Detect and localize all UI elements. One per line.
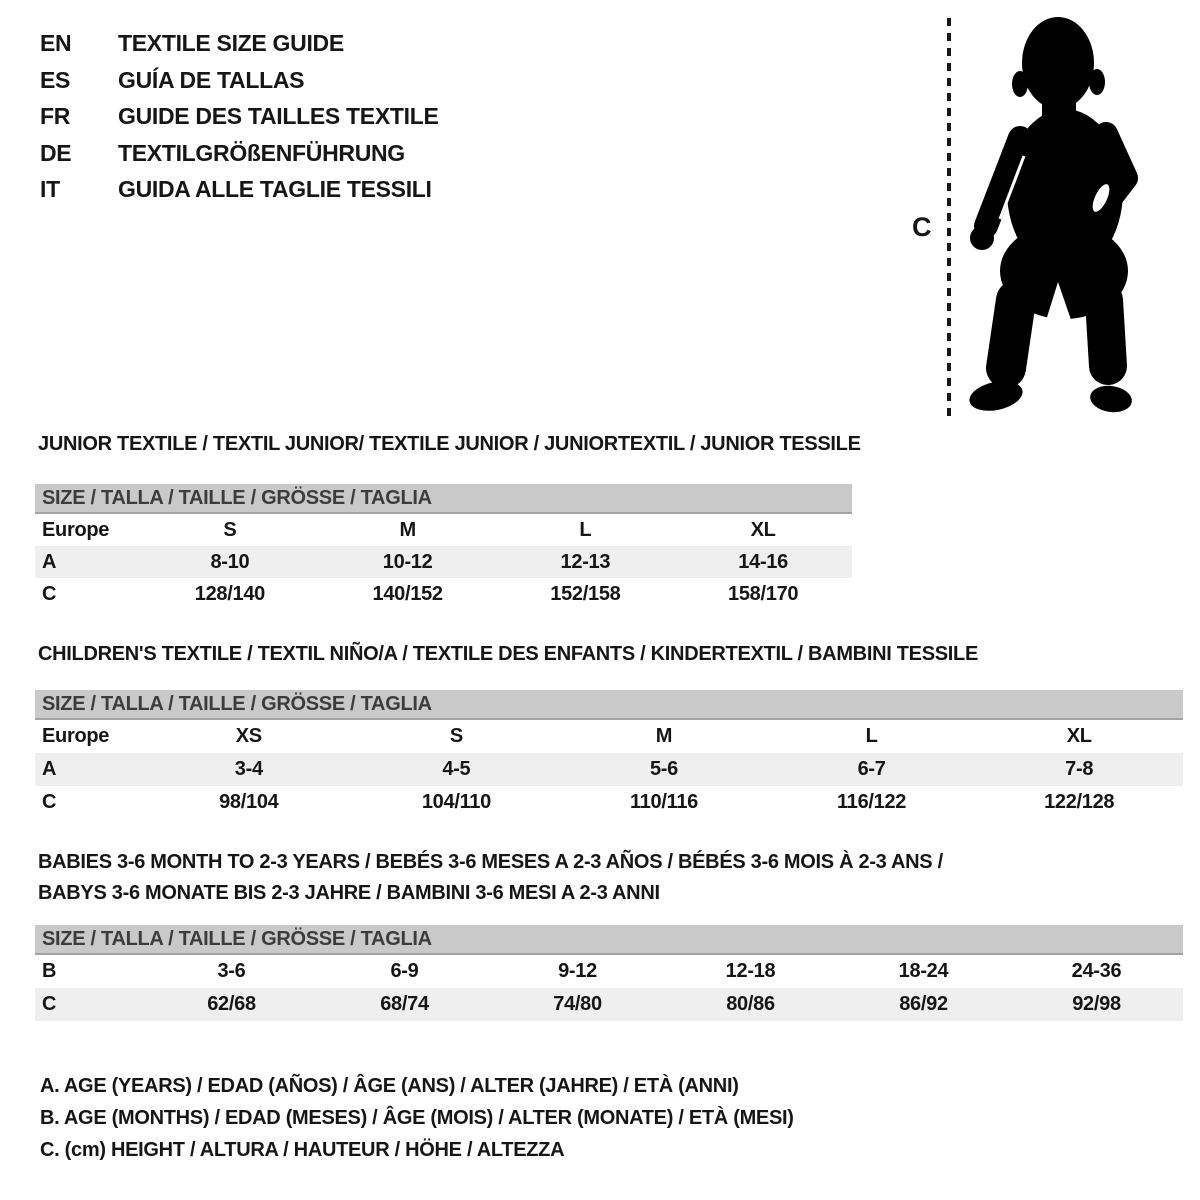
size-header-bar: SIZE / TALLA / TAILLE / GRÖSSE / TAGLIA bbox=[35, 925, 1183, 955]
toddler-silhouette-icon bbox=[958, 16, 1143, 420]
height-cell: 110/116 bbox=[629, 791, 698, 813]
language-row-fr bbox=[40, 98, 439, 135]
age-cell: 9-12 bbox=[558, 960, 597, 982]
age-cell: 12-18 bbox=[725, 960, 776, 982]
size-cell: L bbox=[865, 725, 878, 747]
table-row bbox=[35, 988, 1183, 1021]
height-measure-label: C bbox=[912, 212, 932, 242]
language-code: ES bbox=[40, 66, 71, 93]
size-cell: XL bbox=[750, 518, 776, 541]
height-cell: 122/128 bbox=[1044, 791, 1115, 813]
size-cell: XS bbox=[235, 725, 262, 747]
height-cell: 86/92 bbox=[899, 993, 948, 1015]
row-label: A bbox=[42, 758, 57, 780]
age-cell: 3-4 bbox=[234, 758, 263, 780]
section-title-babies-line2: BABYS 3-6 MONATE BIS 2-3 JAHRE / BAMBINI 3-6 MESI A 2-3 ANNI bbox=[38, 882, 660, 904]
age-cell: 12-13 bbox=[560, 550, 611, 573]
height-cell: 158/170 bbox=[728, 582, 799, 605]
size-header-bar: SIZE / TALLA / TAILLE / GRÖSSE / TAGLIA bbox=[35, 690, 1183, 720]
table-row bbox=[35, 753, 1183, 786]
height-cell: 74/80 bbox=[553, 993, 602, 1015]
language-code: DE bbox=[40, 139, 72, 166]
note-age-months: B. AGE (MONTHS) / EDAD (MESES) / ÂGE (MOIS) / ALTER (MONATE) / ETÀ (MESI) bbox=[40, 1107, 794, 1129]
age-cell: 18-24 bbox=[898, 960, 949, 982]
row-label: A bbox=[42, 550, 57, 573]
height-cell: 80/86 bbox=[726, 993, 775, 1015]
row-label: Europe bbox=[42, 518, 110, 541]
row-label: C bbox=[42, 582, 57, 605]
language-row-de bbox=[40, 135, 439, 172]
language-row-en bbox=[40, 25, 439, 62]
section-title-babies-line1: BABIES 3-6 MONTH TO 2-3 YEARS / BEBÉS 3-6 MESES A 2-3 AÑOS / BÉBÉS 3-6 MOIS À 2-3 ANS / bbox=[38, 851, 943, 873]
table-row bbox=[35, 720, 1183, 753]
size-cell: M bbox=[399, 518, 416, 541]
table-row bbox=[35, 786, 1183, 819]
age-cell: 5-6 bbox=[649, 758, 678, 780]
height-cell: 92/98 bbox=[1072, 993, 1121, 1015]
size-cell: M bbox=[655, 725, 673, 747]
language-code: EN bbox=[40, 30, 72, 56]
size-cell: XL bbox=[1066, 725, 1092, 747]
size-cell: S bbox=[449, 725, 463, 747]
section-title-children: CHILDREN'S TEXTILE / TEXTIL NIÑO/A / TEXTILE DES ENFANTS / KINDERTEXTIL / BAMBINI TESSILE bbox=[38, 643, 978, 665]
language-title: GUÍA DE TALLAS bbox=[118, 66, 305, 93]
language-title: TEXTILGRÖßENFÜHRUNG bbox=[118, 139, 405, 166]
language-title: GUIDA ALLE TAGLIE TESSILI bbox=[118, 176, 432, 203]
legend-notes bbox=[40, 1070, 794, 1166]
height-cell: 152/158 bbox=[550, 582, 621, 605]
height-cell: 140/152 bbox=[372, 582, 443, 605]
note-height-cm: C. (cm) HEIGHT / ALTURA / HAUTEUR / HÖHE / ALTEZZA bbox=[40, 1139, 565, 1161]
language-row-it bbox=[40, 171, 439, 208]
age-cell: 10-12 bbox=[382, 550, 433, 573]
row-label: C bbox=[42, 791, 57, 813]
table-row bbox=[35, 578, 852, 610]
age-cell: 7-8 bbox=[1065, 758, 1094, 780]
language-title-list bbox=[40, 25, 439, 208]
row-label: B bbox=[42, 960, 57, 982]
height-cell: 116/122 bbox=[837, 791, 907, 813]
height-cell: 104/110 bbox=[421, 791, 491, 813]
height-cell: 68/74 bbox=[380, 993, 429, 1015]
age-cell: 6-9 bbox=[390, 960, 419, 982]
row-label: C bbox=[42, 993, 57, 1015]
language-code: FR bbox=[40, 103, 71, 130]
age-cell: 24-36 bbox=[1071, 960, 1122, 982]
language-title: TEXTILE SIZE GUIDE bbox=[118, 30, 344, 56]
size-cell: L bbox=[579, 518, 592, 541]
language-code: IT bbox=[40, 176, 60, 203]
age-cell: 14-16 bbox=[738, 550, 788, 573]
size-cell: S bbox=[223, 518, 237, 541]
size-header-bar: SIZE / TALLA / TAILLE / GRÖSSE / TAGLIA bbox=[35, 484, 852, 514]
table-row bbox=[35, 955, 1183, 988]
language-title: GUIDE DES TAILLES TEXTILE bbox=[118, 103, 439, 130]
note-age-years: A. AGE (YEARS) / EDAD (AÑOS) / ÂGE (ANS) / ALTER (JAHRE) / ETÀ (ANNI) bbox=[40, 1075, 739, 1097]
age-cell: 8-10 bbox=[210, 550, 250, 573]
height-cell: 98/104 bbox=[219, 791, 279, 813]
language-row-es bbox=[40, 62, 439, 99]
height-cell: 62/68 bbox=[207, 993, 256, 1015]
section-title-junior: JUNIOR TEXTILE / TEXTIL JUNIOR/ TEXTILE JUNIOR / JUNIORTEXTIL / JUNIOR TESSILE bbox=[38, 433, 861, 455]
row-label: Europe bbox=[42, 725, 110, 747]
height-measure-dashed-line bbox=[947, 18, 951, 416]
age-cell: 6-7 bbox=[857, 758, 886, 780]
age-cell: 4-5 bbox=[442, 758, 471, 780]
table-row bbox=[35, 546, 852, 578]
age-cell: 3-6 bbox=[217, 960, 246, 982]
height-cell: 128/140 bbox=[194, 582, 265, 605]
table-row bbox=[35, 514, 852, 546]
